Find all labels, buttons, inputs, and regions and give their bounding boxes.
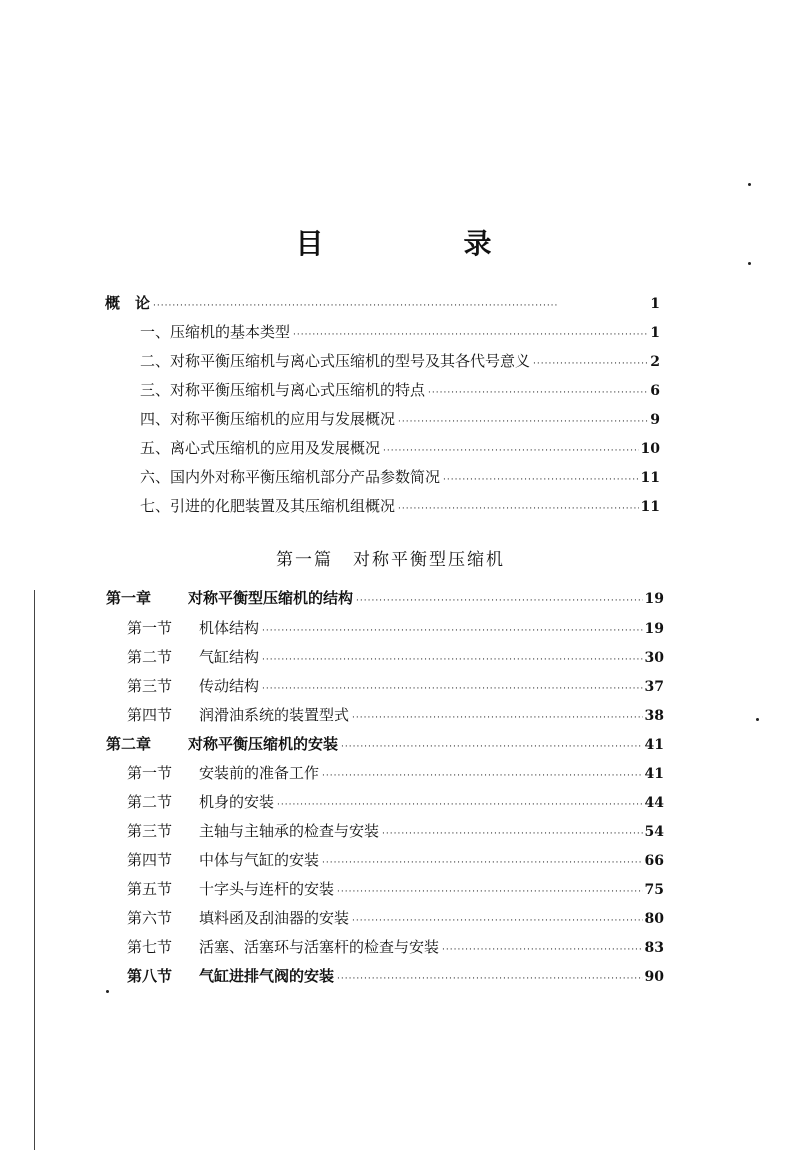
dot-leader [153, 294, 648, 318]
toc-section[interactable] [127, 935, 664, 959]
toc-intro[interactable] [105, 291, 660, 315]
page-title: 目 录 [295, 227, 548, 260]
toc-intro-page: 1 [650, 296, 660, 312]
toc-intro-label: 概 论 [105, 294, 151, 312]
toc-section[interactable] [127, 964, 664, 988]
toc-section-page: 30 [644, 650, 664, 666]
toc-section-label [127, 761, 322, 785]
toc-section-page: 10 [640, 441, 660, 457]
toc-section-label: 五、离心式压缩机的应用及发展概况 [140, 439, 381, 457]
section-number: 第二节 [127, 648, 173, 666]
dot-leader [341, 735, 643, 759]
toc-section-label [127, 674, 262, 698]
section-number: 第一节 [127, 619, 173, 637]
toc-section-page: 38 [644, 708, 664, 724]
scan-speck [756, 718, 759, 721]
scan-speck [106, 990, 109, 993]
part-heading [276, 545, 505, 570]
toc-section-page: 9 [650, 412, 660, 428]
section-title: 活塞、活塞环与活塞杆的检查与安装 [199, 938, 440, 956]
toc-section-page: 83 [644, 940, 664, 956]
toc-section-page: 80 [644, 911, 664, 927]
section-title: 主轴与主轴承的检查与安装 [199, 822, 380, 840]
toc-chapter[interactable] [106, 586, 664, 610]
toc-section[interactable] [127, 877, 664, 901]
toc-section-page: 2 [650, 354, 660, 370]
dot-leader [277, 793, 643, 817]
toc-section-label [127, 877, 337, 901]
section-number: 第七节 [127, 938, 173, 956]
dot-leader [442, 938, 643, 962]
toc-section-label [127, 848, 322, 872]
toc-section-label [127, 703, 352, 727]
toc-section-label: 三、对称平衡压缩机与离心式压缩机的特点 [140, 381, 426, 399]
section-number: 第三节 [127, 822, 173, 840]
toc-section-page: 11 [640, 499, 660, 515]
toc-section-label [127, 964, 337, 988]
section-number: 第一节 [127, 764, 173, 782]
toc-chapter-label [106, 586, 356, 610]
section-number: 第六节 [127, 909, 173, 927]
scan-speck [748, 262, 751, 265]
dot-leader [356, 589, 643, 613]
section-number: 第三节 [127, 677, 173, 695]
section-number: 第四节 [127, 851, 173, 869]
dot-leader [398, 410, 648, 434]
toc-section-page: 37 [644, 679, 664, 695]
toc-intro-section[interactable] [140, 407, 660, 431]
toc-section[interactable] [127, 848, 664, 872]
dot-leader [398, 497, 639, 521]
chapter-title: 对称平衡压缩机的安装 [188, 735, 339, 753]
chapter-number: 第二章 [106, 735, 152, 753]
toc-section[interactable] [127, 616, 664, 640]
toc-section-page: 54 [644, 824, 664, 840]
section-number: 第五节 [127, 880, 173, 898]
dot-leader [443, 468, 639, 492]
dot-leader [262, 648, 643, 672]
section-title: 十字头与连杆的安装 [199, 880, 335, 898]
section-number: 第四节 [127, 706, 173, 724]
toc-section[interactable] [127, 674, 664, 698]
toc-chapter-page: 41 [644, 737, 664, 753]
toc-section[interactable] [127, 761, 664, 785]
toc-section-label: 六、国内外对称平衡压缩机部分产品参数简况 [140, 468, 441, 486]
dot-leader [322, 764, 643, 788]
toc-section[interactable] [127, 906, 664, 930]
section-title: 机身的安装 [199, 793, 275, 811]
part-number: 第一篇 [276, 550, 333, 570]
section-title: 传动结构 [199, 677, 260, 695]
toc-section-label [127, 906, 352, 930]
dot-leader [382, 822, 643, 846]
dot-leader [383, 439, 639, 463]
toc-section-page: 6 [650, 383, 660, 399]
toc-section[interactable] [127, 645, 664, 669]
section-number: 第八节 [127, 967, 173, 985]
toc-section-label: 七、引进的化肥装置及其压缩机组概况 [140, 497, 396, 515]
dot-leader [337, 967, 643, 991]
toc-section[interactable] [127, 790, 664, 814]
toc-section-page: 19 [644, 621, 664, 637]
chapter-number: 第一章 [106, 589, 152, 607]
toc-section-page: 90 [644, 969, 664, 985]
section-title: 机体结构 [199, 619, 260, 637]
toc-section-label [127, 616, 262, 640]
toc-intro-section[interactable] [140, 465, 660, 489]
toc-intro-section[interactable] [140, 320, 660, 344]
toc-section-page: 11 [640, 470, 660, 486]
toc-section-page: 75 [644, 882, 664, 898]
dot-leader [322, 851, 643, 875]
scan-speck [748, 183, 751, 186]
toc-section-page: 41 [644, 766, 664, 782]
toc-section-page: 66 [644, 853, 664, 869]
toc-section-label [127, 819, 382, 843]
section-title: 安装前的准备工作 [199, 764, 320, 782]
toc-section-label [127, 645, 262, 669]
toc-section-page: 44 [644, 795, 664, 811]
section-title: 气缸结构 [199, 648, 260, 666]
section-title: 中体与气缸的安装 [199, 851, 320, 869]
toc-section-label: 四、对称平衡压缩机的应用与发展概况 [140, 410, 396, 428]
section-title: 气缸进排气阀的安装 [199, 967, 335, 985]
toc-chapter[interactable] [106, 732, 664, 756]
toc-section-label: 二、对称平衡压缩机与离心式压缩机的型号及其各代号意义 [140, 352, 531, 370]
toc-intro-section[interactable] [140, 349, 660, 373]
dot-leader [337, 880, 643, 904]
toc-section-label: 一、压缩机的基本类型 [140, 323, 291, 341]
section-number: 第二节 [127, 793, 173, 811]
toc-chapter-label [106, 732, 341, 756]
dot-leader [428, 381, 648, 405]
section-title: 填料函及刮油器的安装 [199, 909, 350, 927]
toc-intro-section[interactable] [140, 378, 660, 402]
toc-intro-section[interactable] [140, 436, 660, 460]
toc-section-page: 1 [650, 325, 660, 341]
chapter-title: 对称平衡型压缩机的结构 [188, 589, 354, 607]
dot-leader [533, 352, 648, 376]
dot-leader [293, 323, 648, 347]
toc-intro-section[interactable] [140, 494, 660, 518]
section-title: 润滑油系统的装置型式 [199, 706, 350, 724]
toc-section[interactable] [127, 703, 664, 727]
toc-chapter-page: 19 [644, 591, 664, 607]
toc-section-label [127, 790, 277, 814]
dot-leader [262, 677, 643, 701]
dot-leader [262, 619, 643, 643]
part-title: 对称平衡型压缩机 [353, 550, 505, 570]
dot-leader [352, 706, 643, 730]
toc-section[interactable] [127, 819, 664, 843]
margin-line [34, 590, 35, 1150]
dot-leader [352, 909, 643, 933]
toc-section-label [127, 935, 442, 959]
